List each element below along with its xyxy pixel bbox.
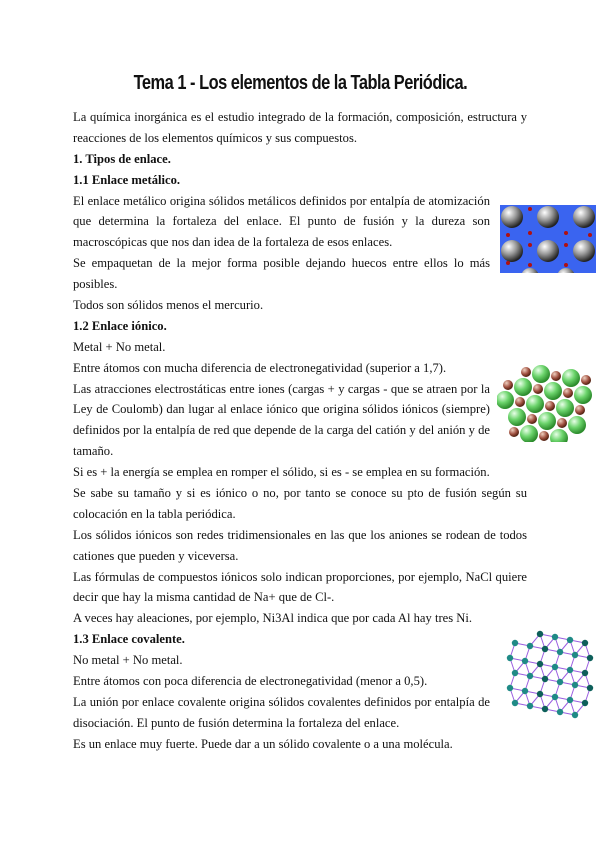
text-line: Las atracciones electrostáticas entre iones (cargas + y cargas - que se atraen por la bbox=[73, 381, 490, 396]
text-line: macroscópicas que nos dan idea de la fortaleza de esos enlaces. bbox=[73, 235, 393, 250]
text-line: posibles. bbox=[73, 277, 118, 292]
text-line: Los sólidos iónicos son redes tridimensionales en las que los aniones se rodean de todos bbox=[73, 527, 527, 542]
text-line: colocación en la tabla periódica. bbox=[73, 506, 236, 521]
text-line: Se sabe su tamaño y si es iónico o no, por tanto se conoce su pto de fusión según su bbox=[73, 486, 527, 501]
section-heading: 1.1 Enlace metálico. bbox=[73, 172, 181, 187]
page-title: Tema 1 - Los elementos de la Tabla Periódica. bbox=[133, 72, 467, 94]
text-line: tamaño. bbox=[73, 444, 114, 459]
text-line: Entre átomos con mucha diferencia de electronegatividad (superior a 1,7). bbox=[73, 360, 447, 375]
text-line: Se empaquetan de la mejor forma posible dejando huecos entre ellos lo más bbox=[73, 256, 490, 271]
ionic-crystal-image bbox=[497, 358, 597, 442]
metallic-lattice-image bbox=[500, 205, 596, 273]
text-line: cationes que pueden y viceversa. bbox=[73, 548, 239, 563]
text-line: Es un enlace muy fuerte. Puede dar a un sólido covalente o a una molécula. bbox=[73, 736, 453, 751]
text-line: decir que hay la misma cantidad de Na+ que de Cl-. bbox=[73, 590, 335, 605]
text-line: El enlace metálico origina sólidos metálicos definidos por entalpía de atomización bbox=[73, 193, 490, 208]
text-line: Metal + No metal. bbox=[73, 339, 166, 354]
text-line: que determina la fortaleza del enlace. El punto de fusión y la dureza son bbox=[73, 214, 490, 229]
covalent-network-graphic bbox=[500, 618, 600, 732]
section-heading: 1. Tipos de enlace. bbox=[73, 151, 171, 166]
text-line: No metal + No metal. bbox=[73, 653, 183, 668]
text-line: Si es + la energía se emplea en romper el sólido, si es - se emplea en su formación. bbox=[73, 465, 490, 480]
section-heading: 1.3 Enlace covalente. bbox=[73, 632, 185, 647]
section-heading: 1.2 Enlace iónico. bbox=[73, 318, 167, 333]
covalent-network-image bbox=[500, 618, 600, 732]
text-line: Las fórmulas de compuestos iónicos solo indican proporciones, por ejemplo, NaCl quiere bbox=[73, 569, 527, 584]
text-line: La unión por enlace covalente origina sólidos covalentes definidos por entalpía de bbox=[73, 694, 490, 709]
text-line: Entre átomos con poca diferencia de electronegatividad (menor a 0,5). bbox=[73, 674, 428, 689]
document-body bbox=[73, 107, 527, 755]
text-line: Todos son sólidos menos el mercurio. bbox=[73, 298, 264, 313]
text-line: reacciones de los elementos químicos y sus compuestos. bbox=[73, 130, 357, 145]
ionic-crystal-graphic bbox=[497, 358, 597, 442]
text-line: Ley de Coulomb) dan lugar al enlace iónico que origina sólidos iónicos (siempre) bbox=[73, 402, 490, 417]
text-line: A veces hay aleaciones, por ejemplo, Ni3Al indica que por cada Al hay tres Ni. bbox=[73, 611, 473, 626]
metallic-lattice-graphic bbox=[500, 205, 596, 273]
text-line: disociación. El punto de fusión determina la fortaleza del enlace. bbox=[73, 715, 400, 730]
text-line: La química inorgánica es el estudio integrado de la formación, composición, estructura y bbox=[73, 110, 527, 124]
text-line: definidos por la entalpía de red que depende de la carga del catión y del anión y de bbox=[73, 423, 490, 438]
